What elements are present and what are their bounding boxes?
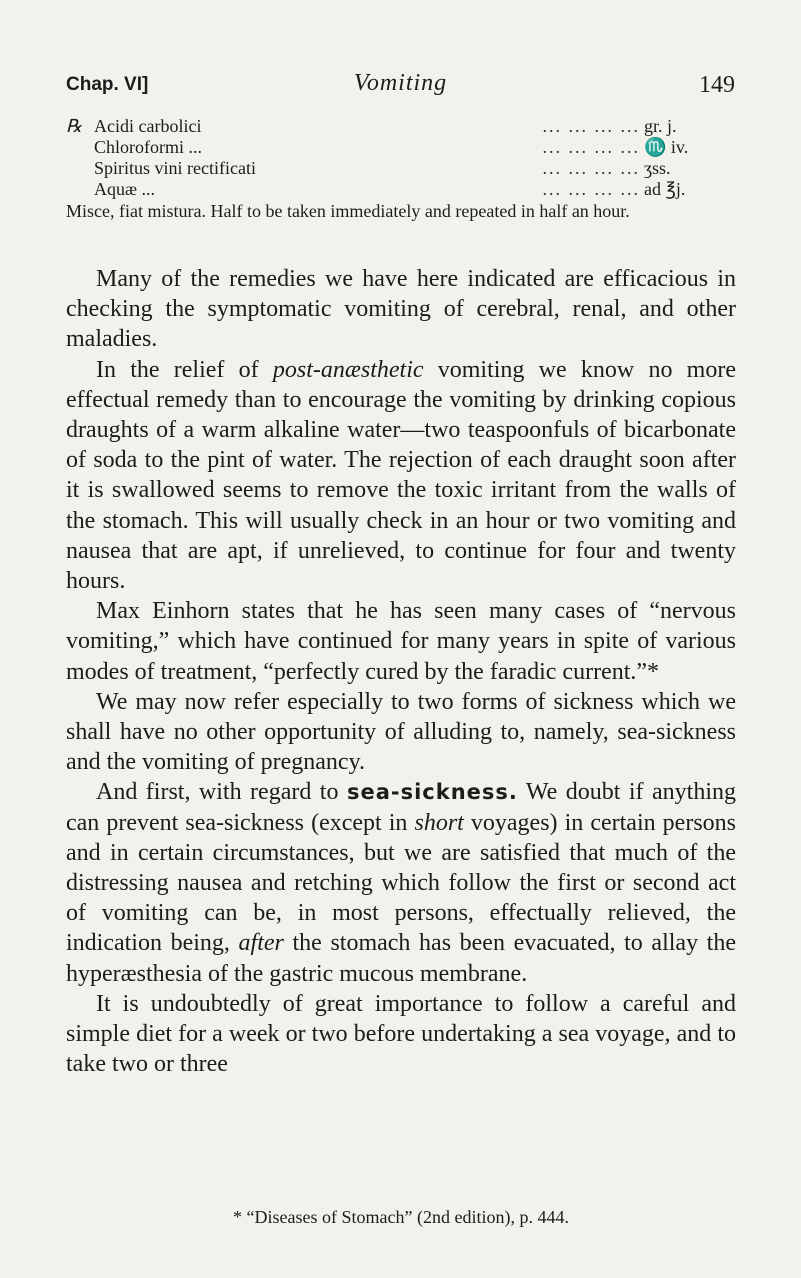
- page-number: 149: [699, 72, 735, 98]
- chapter-label: Chap. VI]: [66, 74, 149, 95]
- paragraph: And first, with regard to sea-sickness. We doubt if anything can prevent sea-sickness (except in short voyages) in certain persons and in certain circumstances, but we are satisfied that much of the distressing nausea and retching which follow the first or second act of vomiting can be, in most persons, effectually relieved, the indication being, after the stomach has been evacuated, to allay the hyperæsthesia of the gastric mucous membrane.: [66, 779, 737, 987]
- ingredient: Chloroformi ...: [94, 137, 202, 157]
- leader-dots: ... ... ... ...: [542, 158, 640, 178]
- quantity: ad ℥j.: [644, 179, 686, 199]
- footnote: * “Diseases of Stomach” (2nd edition), p. 444.: [233, 1207, 569, 1227]
- emphasis: short: [414, 809, 464, 836]
- paragraph: We may now refer especially to two forms of sickness which we shall have no other opportunity of alluding to, namely, sea-sickness and the vomiting of pregnancy.: [66, 688, 736, 776]
- prescription-directions: Misce, fiat mistura. Half to be taken immediately and repeated in half an hour.: [66, 201, 630, 221]
- recipe-symbol: ℞: [66, 116, 83, 136]
- emphasis: post-anæsthetic: [272, 356, 424, 383]
- ingredient: Acidi carbolici: [94, 116, 202, 136]
- emphasis: after: [238, 930, 284, 957]
- section-heading: sea-sickness.: [346, 780, 518, 805]
- paragraph: It is undoubtedly of great importance to follow a careful and simple diet for a week or two before undertaking a sea voyage, and to take two or three: [66, 990, 736, 1078]
- prescription-row: [66, 158, 736, 179]
- leader-dots: ... ... ... ...: [542, 116, 640, 136]
- prescription-row: [66, 116, 736, 137]
- ingredient: Aquæ ...: [94, 179, 156, 199]
- body-text: [66, 264, 736, 1079]
- leader-dots: ... ... ... ...: [542, 179, 640, 199]
- prescription: [66, 116, 736, 222]
- paragraph: Many of the remedies we have here indicated are efficacious in checking the symptomatic vomiting of cerebral, renal, and other maladies.: [66, 266, 736, 353]
- prescription-row: [66, 137, 736, 158]
- paragraph: In the relief of post-anæsthetic vomiting we know no more effectual remedy than to encourage the vomiting by drinking copious draughts of a warm alkaline water—two teaspoonfuls of bicarbonate of soda to the pint of water. The rejection of each draught soon after it is swallowed seems to remove the toxic irritant from the walls of the stomach. This will usually check in an hour or two vomiting and nausea that are apt, if unrelieved, to continue for four and twenty hours.: [66, 356, 736, 595]
- quantity: gr. j.: [644, 116, 677, 136]
- paragraph: Max Einhorn states that he has seen many cases of “nervous vomiting,” which have continued for many years in spite of various modes of treatment, “perfectly cured by the faradic current.”*: [66, 598, 736, 685]
- prescription-row: [66, 179, 736, 200]
- leader-dots: ... ... ... ...: [542, 137, 640, 157]
- quantity: ʒss.: [644, 158, 671, 178]
- ingredient: Spiritus vini rectificati: [94, 158, 256, 178]
- quantity: ♏ iv.: [644, 137, 689, 157]
- running-title: Vomiting: [353, 70, 448, 96]
- running-header: [66, 70, 735, 104]
